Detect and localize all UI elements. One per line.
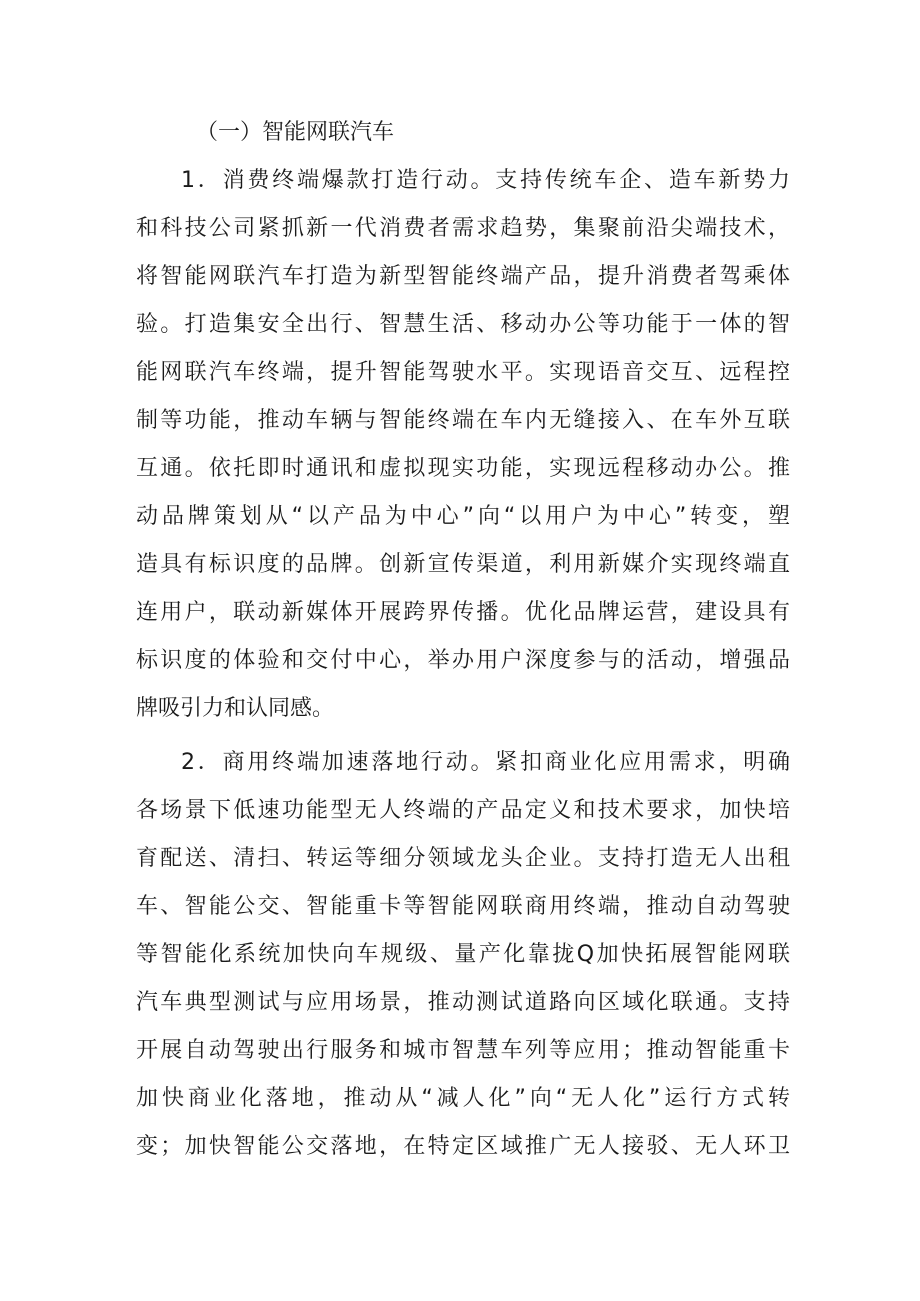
paragraph-line: 育配送、清扫、转运等细分领域龙头企业。支持打造无人出租	[136, 846, 790, 871]
paragraph-line: 变；加快智能公交落地，在特定区域推广无人接驳、无人环卫	[136, 1134, 790, 1159]
paragraph-line: 1．消费终端爆款打造行动。支持传统车企、造车新势力	[181, 168, 790, 193]
paragraph-line: 和科技公司紧抓新一代消费者需求趋势，集聚前沿尖端技术，	[136, 216, 790, 241]
paragraph-line: 各场景下低速功能型无人终端的产品定义和技术要求，加快培	[136, 798, 790, 823]
paragraph-line: 加快商业化落地，推动从“减人化”向“无人化”运行方式转	[136, 1086, 790, 1111]
paragraph-line: 标识度的体验和交付中心，举办用户深度参与的活动，增强品	[136, 648, 790, 673]
paragraph-line: 互通。依托即时通讯和虚拟现实功能，实现远程移动办公。推	[136, 456, 790, 481]
paragraph-line: 将智能网联汽车打造为新型智能终端产品，提升消费者驾乘体	[136, 264, 790, 289]
paragraph-line: 连用户，联动新媒体开展跨界传播。优化品牌运营，建设具有	[136, 600, 790, 625]
paragraph-line: 造具有标识度的品牌。创新宣传渠道，利用新媒介实现终端直	[136, 552, 790, 577]
paragraph-line: 牌吸引力和认同感。	[136, 696, 335, 721]
paragraph-line: 制等功能，推动车辆与智能终端在车内无缝接入、在车外互联	[136, 408, 790, 433]
paragraph-line: 2．商用终端加速落地行动。紧扣商业化应用需求，明确	[181, 750, 790, 775]
paragraph-line: 车、智能公交、智能重卡等智能网联商用终端，推动自动驾驶	[136, 894, 790, 919]
paragraph-line: 能网联汽车终端，提升智能驾驶水平。实现语音交互、远程控	[136, 360, 790, 385]
paragraph-line: 验。打造集安全出行、智慧生活、移动办公等功能于一体的智	[136, 312, 790, 337]
paragraph-line: 等智能化系统加快向车规级、量产化靠拢Q加快拓展智能网联	[136, 942, 790, 967]
paragraph-line: 动品牌策划从“以产品为中心”向“以用户为中心”转变，塑	[136, 504, 790, 529]
paragraph-line: 汽车典型测试与应用场景，推动测试道路向区域化联通。支持	[136, 990, 790, 1015]
paragraph-line: 开展自动驾驶出行服务和城市智慧车列等应用；推动智能重卡	[136, 1038, 790, 1063]
section-heading: （一）智能网联汽车	[196, 120, 395, 145]
